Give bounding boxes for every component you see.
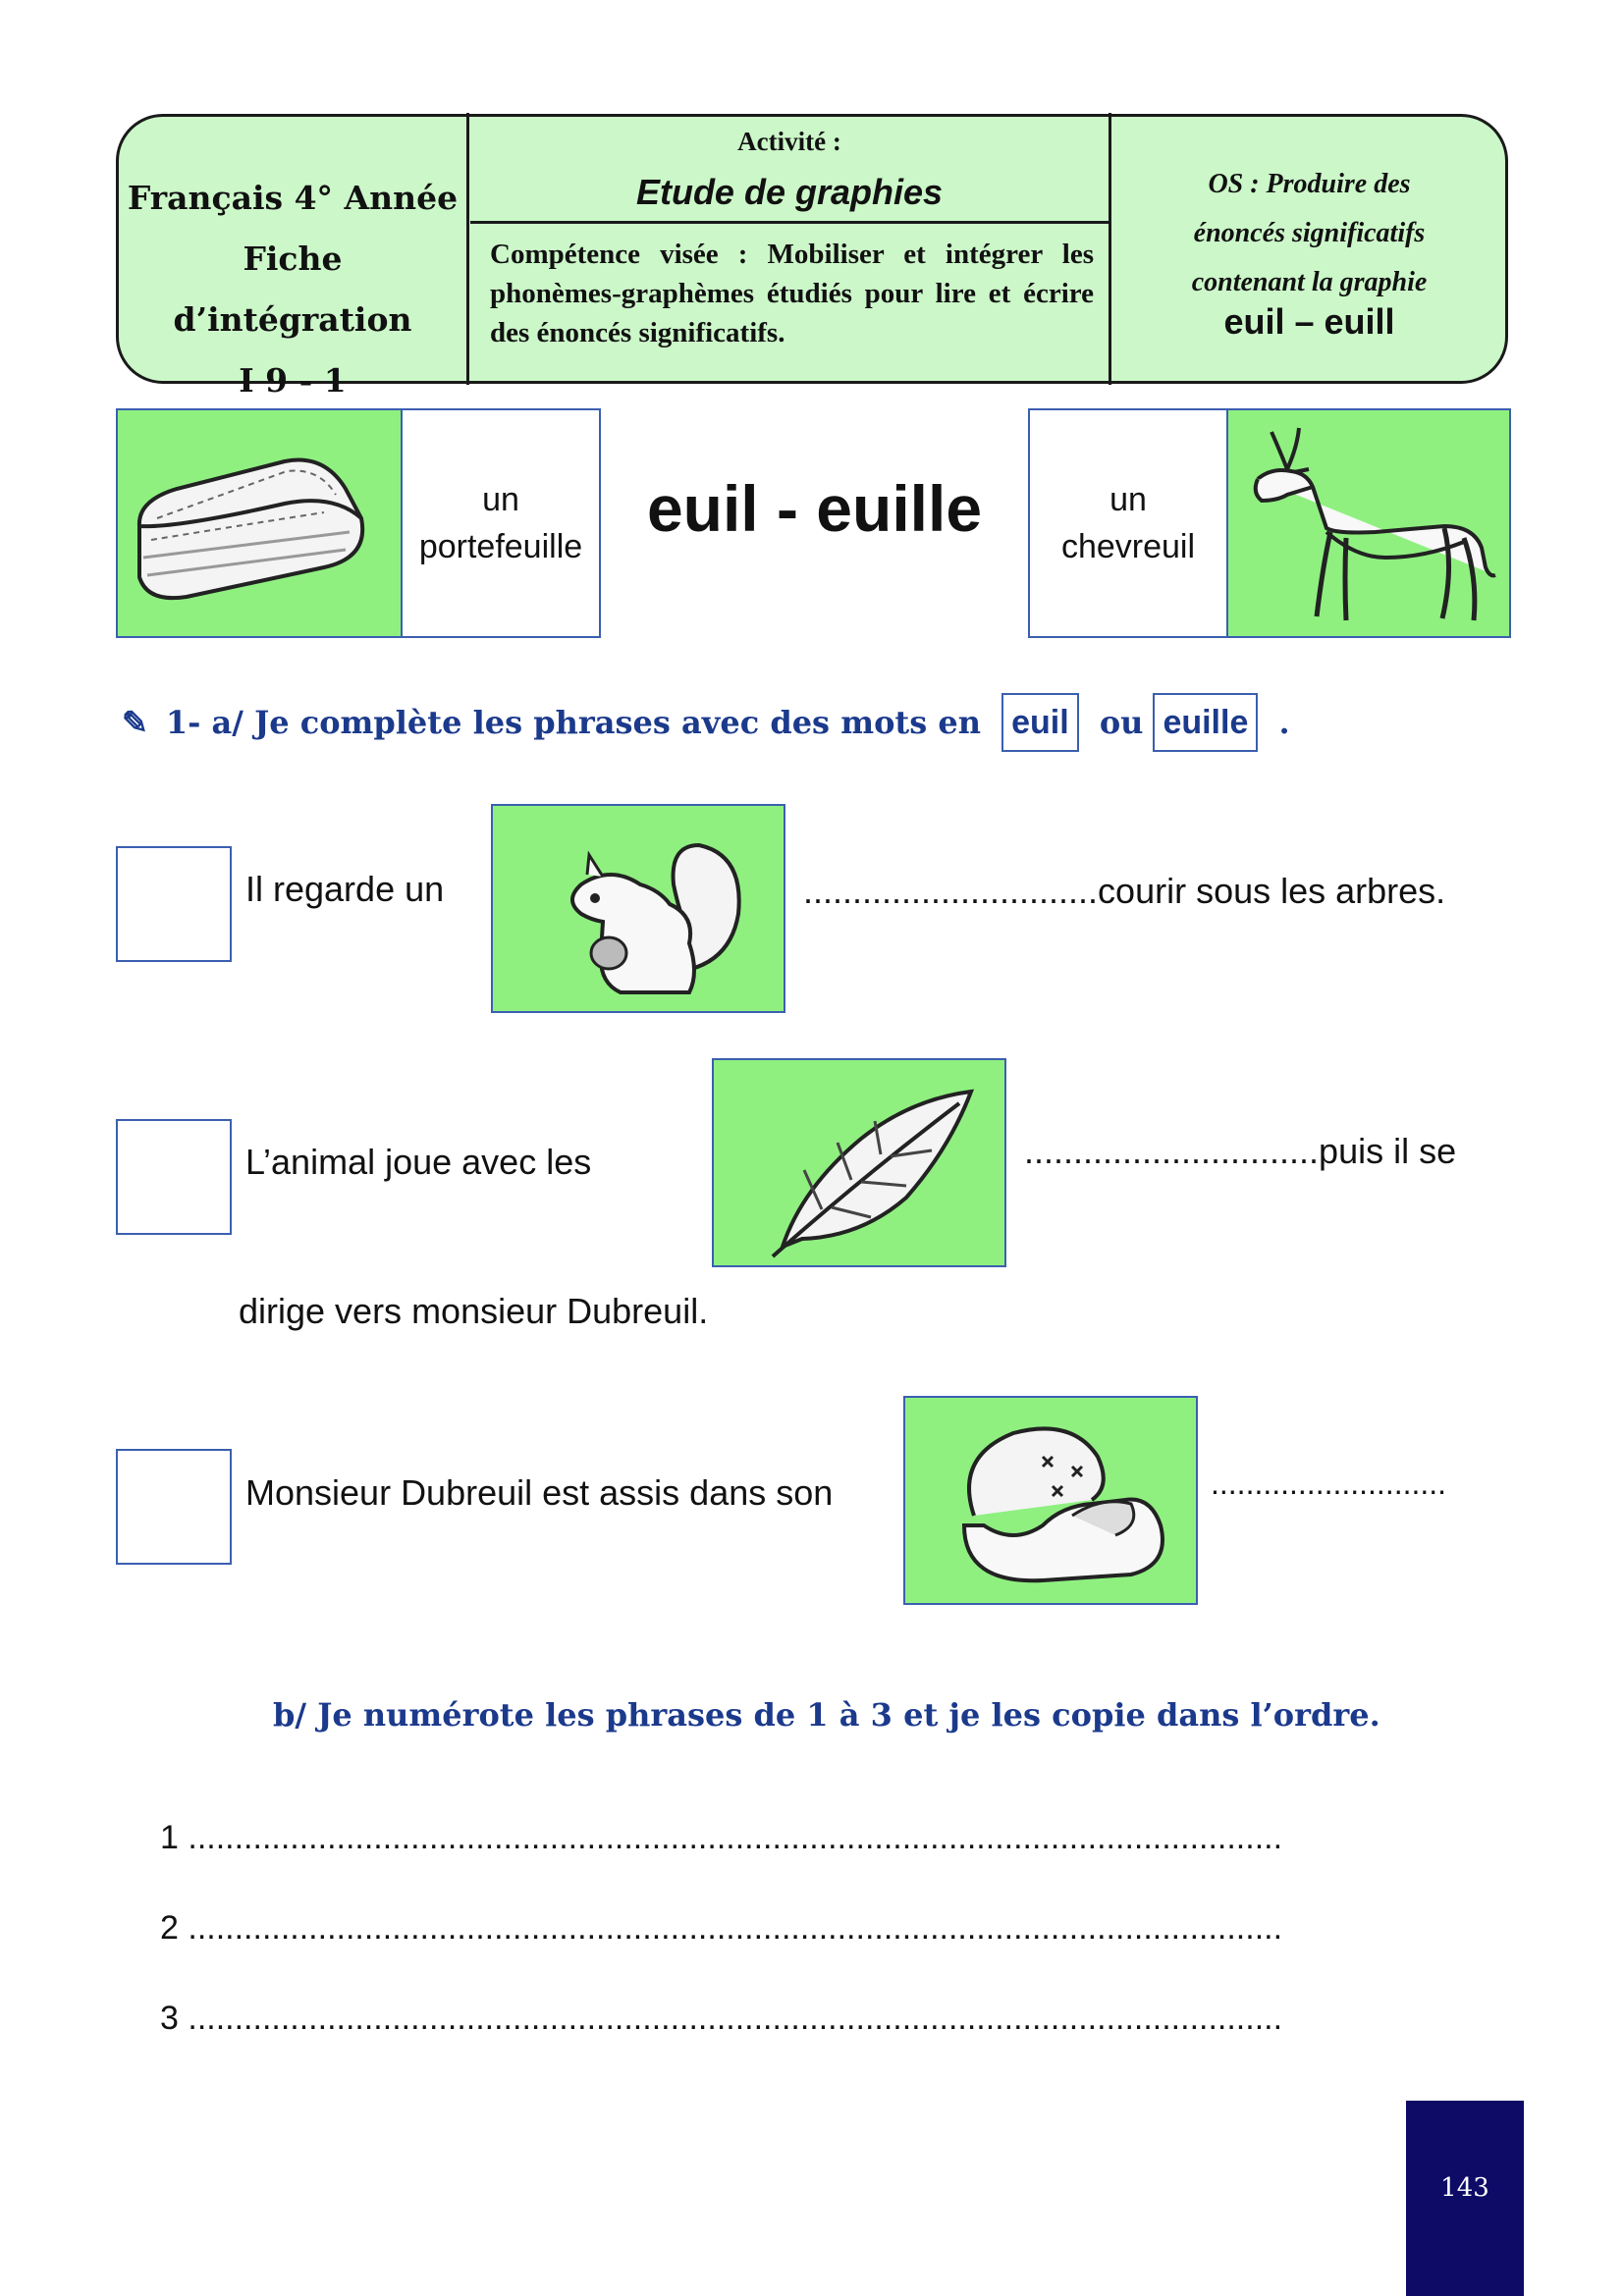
graphie-label: euil – euill <box>1223 301 1395 342</box>
sentence-2-end: ..............................puis il se <box>1024 1131 1457 1171</box>
wallet-icon <box>118 410 403 638</box>
line-dots: ...................................................................................................................... <box>188 2000 1283 2037</box>
sentence-1-start: Il regarde un <box>245 869 445 909</box>
leaf-icon <box>714 1060 1006 1267</box>
exercise-b-heading: b/ Je numérote les phrases de 1 à 3 et je les copie dans l’ordre. <box>273 1696 1380 1734</box>
line-dots: ...................................................................................................................... <box>188 1819 1283 1856</box>
activity-rule <box>470 221 1109 224</box>
word-portefeuille: un portefeuille <box>401 408 601 638</box>
page-number: 143 <box>1440 2173 1489 2203</box>
deer-icon <box>1228 410 1511 638</box>
pencil-icon: ✎ <box>122 704 148 741</box>
or-label: ou <box>1099 704 1144 741</box>
sentence-3-start: Monsieur Dubreuil est assis dans son <box>245 1472 834 1513</box>
exercise-a-instruction: 1- a/ Je complète les phrases avec des mots en <box>165 704 981 741</box>
activity-label: Activité : <box>737 127 841 156</box>
option-euil: euil <box>1001 693 1079 752</box>
line-dots: ...................................................................................................................... <box>188 1909 1283 1947</box>
squirrel-image <box>491 804 785 1013</box>
line-number: 3 <box>160 2000 179 2037</box>
deer-image <box>1226 408 1511 638</box>
banner-title: euil - euille <box>646 472 983 545</box>
sentence-1-end: ..............................courir sous les arbres. <box>803 871 1446 911</box>
sheet-label: Fiche d’intégration <box>173 240 412 339</box>
copy-line-3[interactable] <box>160 2000 1495 2038</box>
armchair-image <box>903 1396 1198 1605</box>
word-chevreuil: un chevreuil <box>1028 408 1228 638</box>
os-line: OS : Produire des <box>1208 169 1411 199</box>
header-box <box>116 114 1508 400</box>
squirrel-icon <box>493 806 785 1013</box>
os-text <box>1110 160 1508 307</box>
exercise-a-heading <box>122 693 1290 752</box>
wallet-image <box>116 408 403 638</box>
exercise-a-end: . <box>1278 704 1290 741</box>
line-number: 1 <box>160 1819 179 1856</box>
page-number-box <box>1406 2101 1524 2296</box>
copy-line-2[interactable] <box>160 1909 1495 1948</box>
sentence-2-start: L’animal joue avec les <box>245 1142 592 1182</box>
copy-line-1[interactable] <box>160 1819 1495 1857</box>
leaf-image <box>712 1058 1006 1267</box>
line-number: 2 <box>160 1909 179 1947</box>
header-left <box>119 168 466 411</box>
header-divider <box>466 113 469 385</box>
sheet-number: I 9 - 1 <box>239 361 347 400</box>
number-box-1[interactable] <box>116 846 232 962</box>
os-line: énoncés significatifs <box>1193 218 1426 248</box>
sentence-2-continued: dirige vers monsieur Dubreuil. <box>239 1291 709 1331</box>
competence-text: Compétence visée : Mobiliser et intégrer les phonèmes-graphèmes étudiés pour lire et écrire des énoncés significatifs. <box>490 239 1094 348</box>
activity-title: Etude de graphies <box>635 172 944 212</box>
armchair-icon <box>905 1398 1198 1605</box>
number-box-3[interactable] <box>116 1449 232 1565</box>
os-line: contenant la graphie <box>1191 267 1428 297</box>
option-euille: euille <box>1153 693 1258 752</box>
subject-label: Français 4° Année <box>127 179 459 217</box>
sentence-3-end: ........................... <box>1211 1466 1447 1501</box>
number-box-2[interactable] <box>116 1119 232 1235</box>
